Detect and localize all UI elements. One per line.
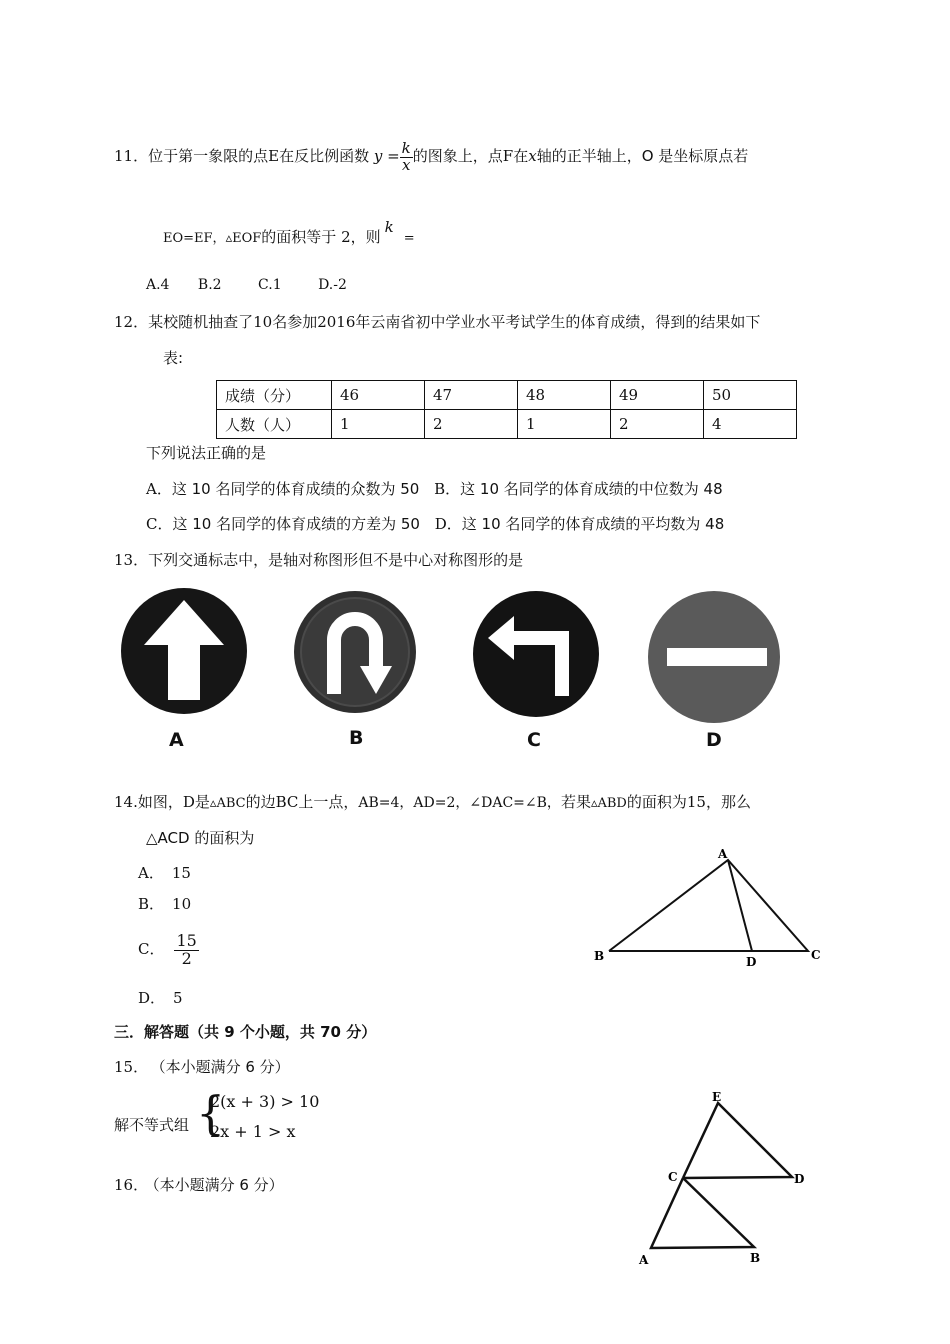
- table-cell: 48: [518, 381, 611, 410]
- q12-prompt: 下列说法正确的是: [146, 444, 267, 462]
- q11-option-a: A.4: [146, 277, 170, 293]
- table-cell: 47: [425, 381, 518, 410]
- q11-func-fraction: $\frac{k}{x}$: [401, 138, 411, 174]
- q14-label-a: A: [718, 847, 728, 861]
- q14-option-b: B． 10: [138, 895, 192, 913]
- q16-triangle-figure: [630, 1085, 820, 1270]
- table-header-count: 人数（人）: [217, 410, 332, 439]
- sign-label-c: C: [527, 729, 541, 751]
- q12-line2: 表:: [163, 349, 184, 367]
- q16-number: 16．: [114, 1176, 149, 1194]
- q12-options-row1: A．这 10 名同学的体育成绩的众数为 50 B．这 10 名同学的体育成绩的中位数为 48: [146, 480, 723, 498]
- q14-option-a: A． 15: [138, 864, 191, 882]
- sign-label-a: A: [169, 729, 184, 751]
- table-cell: 2: [425, 410, 518, 439]
- table-header-score: 成绩（分）: [217, 381, 332, 410]
- q11-option-c: C.1: [258, 277, 282, 293]
- q15-inequality-1: 2(x + 3) > 10: [210, 1092, 320, 1111]
- table-cell: 4: [704, 410, 797, 439]
- q11-option-b: B.2: [197, 277, 222, 293]
- q12-options-row2: C．这 10 名同学的体育成绩的方差为 50 D．这 10 名同学的体育成绩的平均数为 48: [146, 515, 725, 533]
- q12-option-d: 这 10 名同学的体育成绩的平均数为 48: [461, 515, 725, 533]
- sign-c-left-turn-icon: [473, 591, 599, 717]
- q14-number: 14.: [114, 793, 138, 811]
- q12-line1: 12．某校随机抽查了10名参加2016年云南省初中学业水平考试学生的体育成绩，得到的结果如下: [114, 313, 761, 331]
- q14-line1: 14.如图，D是▵ABC的边BC上一点，AB=4，AD=2，∠DAC=∠B，若果▵ABD的面积为15，那么: [114, 793, 751, 811]
- q13-line1: 13．下列交通标志中，是轴对称图形但不是中心对称图形的是: [114, 551, 524, 569]
- q16-label-a: A: [639, 1253, 649, 1267]
- sign-label-b: B: [349, 727, 364, 749]
- q15-number: 15．: [114, 1058, 149, 1076]
- sign-a-up-arrow-icon: [121, 588, 247, 714]
- sign-label-d: D: [706, 729, 722, 751]
- q16-label-d: D: [794, 1172, 805, 1186]
- q14-label-b: B: [594, 949, 605, 963]
- q11-number: 11．: [114, 147, 149, 165]
- q16-label-b: B: [750, 1251, 761, 1265]
- q11-line1: 11．位于第一象限的点E在反比例函数 y = $\frac{k}{x}$ 的图象上，点F在x轴的正半轴上，O 是坐标原点若: [114, 138, 749, 174]
- q12-number: 12．: [114, 313, 149, 331]
- q11-line2: EO=EF，▵EOF的面积等于 2，则k=: [163, 218, 415, 246]
- table-cell: 46: [332, 381, 425, 410]
- q16-label-e: E: [712, 1090, 722, 1104]
- table-cell: 50: [704, 381, 797, 410]
- q14-triangle-figure: [590, 844, 830, 969]
- q13-traffic-signs: [110, 580, 810, 730]
- q12-option-a: 这 10 名同学的体育成绩的众数为 50: [171, 480, 420, 498]
- q15-line1: 15． （本小题满分 6 分）: [114, 1058, 290, 1076]
- table-cell: 1: [518, 410, 611, 439]
- q14-label-c: C: [811, 948, 821, 962]
- q14-option-c-fraction: $\frac{15}{2}$: [176, 930, 197, 968]
- q14-line2: △ACD 的面积为: [146, 829, 255, 847]
- q14-option-c: C． $\frac{15}{2}$: [138, 930, 197, 968]
- q15-inequality-2: 2x + 1 > x: [210, 1122, 296, 1141]
- table-row: [217, 410, 797, 439]
- q14-label-d: D: [746, 955, 757, 969]
- q11-option-d: D.-2: [318, 277, 347, 293]
- q12-score-table: [216, 380, 797, 439]
- table-row: [217, 381, 797, 410]
- table-cell: 2: [611, 410, 704, 439]
- q12-option-c: 这 10 名同学的体育成绩的方差为 50: [172, 515, 420, 533]
- q13-number: 13．: [114, 551, 149, 569]
- table-cell: 49: [611, 381, 704, 410]
- section-3-title: 三．解答题（共 9 个小题，共 70 分）: [114, 1023, 377, 1041]
- q11-func-lhs: y =: [373, 147, 400, 165]
- q16-line1: 16． （本小题满分 6 分）: [114, 1176, 284, 1194]
- q15-brace: {: [196, 1086, 226, 1140]
- q16-label-c: C: [668, 1170, 678, 1184]
- sign-b-u-turn-icon: [294, 591, 416, 713]
- q15-prompt: 解不等式组: [114, 1116, 190, 1134]
- q12-option-b: 这 10 名同学的体育成绩的中位数为 48: [460, 480, 723, 498]
- q11-options: [146, 277, 347, 293]
- sign-d-no-entry-icon: [648, 591, 780, 723]
- q14-option-d: D． 5: [138, 989, 183, 1007]
- table-cell: 1: [332, 410, 425, 439]
